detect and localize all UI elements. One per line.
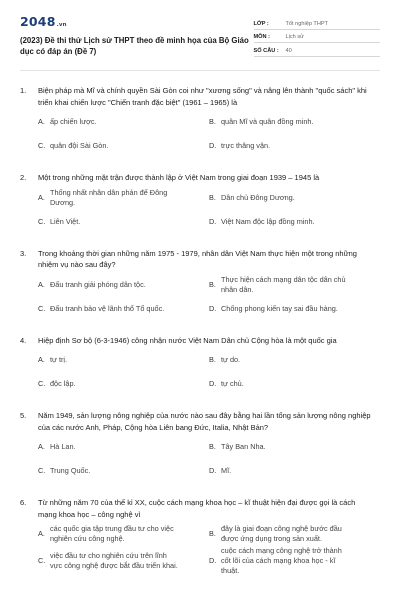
option-letter: C. (38, 216, 46, 226)
meta-label: SỐ CÂU : (253, 47, 279, 54)
option-d[interactable] (209, 546, 380, 576)
meta-value: Lịch sử (285, 34, 304, 40)
option-a[interactable] (38, 435, 209, 459)
option-a[interactable] (38, 273, 209, 297)
option-letter: B. (209, 279, 216, 289)
question-number: 1. (20, 86, 27, 95)
option-letter: B. (209, 529, 216, 538)
option-b[interactable] (209, 522, 380, 546)
question-text: Hiệp định Sơ bộ (6-3-1946) công nhận nước Việt Nam Dân chủ Cộng hòa là một quốc gia (38, 335, 337, 345)
option-letter: D. (209, 379, 217, 388)
option-b[interactable] (209, 348, 380, 372)
options (38, 348, 380, 396)
question-text: Từ những năm 70 của thế kỉ XX, cuộc cách mạng khoa học – kĩ thuật hiện đại được gọi là cách mạng khoa học – công nghệ vì (38, 498, 356, 519)
option-text: Thực hiện cách mạng dân tộc dân chủ nhân dân. (221, 274, 346, 294)
option-text: quân đội Sài Gòn. (50, 141, 109, 150)
option-b[interactable] (209, 435, 380, 459)
question-text: Biện pháp mà Mĩ và chính quyền Sài Gòn coi như "xương sống" và nâng lên thành "quốc sách" khi triển khai chiến lược "Chiến tranh đặc biệt" (1961 – 1965) là (38, 86, 367, 107)
option-c[interactable] (38, 210, 209, 234)
option-letter: C. (38, 303, 46, 313)
meta-row-class (254, 16, 380, 30)
option-letter: D. (209, 141, 217, 150)
option-d[interactable] (209, 297, 380, 321)
option-text: Liên Việt. (50, 216, 81, 226)
option-text: Việt Nam độc lập đồng minh. (221, 216, 315, 226)
option-letter: A. (38, 192, 45, 202)
question-6 (20, 497, 380, 576)
option-text: Trung Quốc. (50, 466, 91, 475)
logo-sub: .vn (56, 22, 67, 28)
option-text: trực thăng vận. (221, 141, 271, 150)
option-letter: C. (38, 466, 46, 475)
option-text: Tây Ban Nha. (221, 442, 266, 451)
question-text: Năm 1949, sản lượng nông nghiệp của nước nào sau đây bằng hai lần tổng sản lượng nông nghiệp của các nước Anh, Pháp, Cộng hòa Liên bang Đức, Italia, Nhật Bản? (38, 411, 371, 432)
meta-row-question-count (254, 43, 380, 57)
header-left (20, 14, 254, 57)
option-c[interactable] (38, 459, 209, 483)
header-divider (20, 70, 380, 71)
question-stem (20, 248, 380, 271)
option-a[interactable] (38, 110, 209, 134)
option-text: Mĩ. (221, 466, 232, 475)
option-a[interactable] (38, 186, 209, 210)
question-5 (20, 410, 380, 483)
option-text: độc lập. (50, 379, 76, 388)
option-letter: B. (209, 442, 216, 451)
question-stem (20, 172, 380, 184)
option-c[interactable] (38, 372, 209, 396)
option-text: việc đầu tư cho nghiên cứu trên lĩnh vực công nghệ được bắt đầu triển khai. (50, 551, 178, 570)
option-letter: C. (38, 379, 46, 388)
question-3 (20, 248, 380, 321)
question-4 (20, 335, 380, 397)
option-text: tự chủ. (221, 379, 244, 388)
option-text: Thống nhất nhân dân phản đế Đông Dương. (50, 187, 168, 207)
option-letter: D. (209, 303, 217, 313)
options (38, 110, 380, 158)
option-text: tự do. (221, 355, 241, 364)
option-d[interactable] (209, 459, 380, 483)
question-number: 3. (20, 248, 27, 258)
question-stem (20, 85, 380, 108)
option-text: đây là giai đoạn công nghệ bước đầu được ứng dụng trong sản xuất. (221, 524, 342, 543)
option-letter: D. (209, 556, 217, 565)
option-a[interactable] (38, 522, 209, 546)
option-d[interactable] (209, 134, 380, 158)
option-letter: C. (38, 556, 46, 565)
option-letter: A. (38, 529, 45, 538)
meta-label: LỚP : (253, 20, 269, 27)
question-text: Trong khoảng thời gian những năm 1975 - 1979, nhân dân Việt Nam thực hiện một trong những nhiệm vụ nào sau đây? (38, 248, 357, 269)
question-stem (20, 410, 380, 433)
question-stem (20, 497, 380, 520)
question-stem (20, 335, 380, 347)
option-text: ấp chiến lược. (50, 117, 97, 126)
question-number: 2. (20, 173, 27, 182)
option-c[interactable] (38, 546, 209, 576)
option-c[interactable] (38, 297, 209, 321)
option-a[interactable] (38, 348, 209, 372)
options (38, 186, 380, 234)
exam-title: (2023) Đề thi thử Lịch sử THPT theo đề minh họa của Bộ Giáo dục có đáp án (Đề 7) (20, 36, 249, 56)
options (38, 522, 380, 576)
meta-value: Tốt nghiệp THPT (285, 20, 329, 27)
meta-value: 40 (285, 47, 292, 54)
question-number: 4. (20, 335, 27, 345)
option-letter: B. (209, 355, 216, 364)
option-text: Đấu tranh giải phóng dân tộc. (50, 279, 146, 289)
option-letter: B. (209, 192, 216, 202)
option-letter: C. (38, 141, 46, 150)
option-text: tự trị. (50, 355, 68, 364)
meta-label: MÔN : (253, 34, 270, 40)
question-1 (20, 85, 380, 158)
option-b[interactable] (209, 186, 380, 210)
option-text: Hà Lan. (50, 442, 76, 451)
option-text: Chống phong kiến tay sai đầu hàng. (221, 303, 338, 313)
option-letter: A. (38, 442, 45, 451)
option-d[interactable] (209, 210, 380, 234)
option-b[interactable] (209, 273, 380, 297)
option-c[interactable] (38, 134, 209, 158)
option-text: Dân chủ Đông Dương. (221, 192, 295, 202)
option-text: cuộc cách mạng công nghệ trở thành cốt lõi của cách mạng khoa học - kĩ thuật. (221, 546, 342, 575)
question-number: 5. (20, 411, 27, 420)
option-letter: D. (209, 216, 217, 226)
option-b[interactable] (209, 110, 380, 134)
header (20, 14, 380, 57)
logo-main: 2048 (20, 14, 56, 29)
options (38, 435, 380, 483)
options (38, 273, 380, 321)
question-number: 6. (20, 498, 27, 507)
question-text: Một trong những mặt trận được thành lập ở Việt Nam trong giai đoạn 1939 – 1945 là (38, 173, 320, 182)
option-letter: A. (38, 355, 45, 364)
option-text: quân Mĩ và quân đồng minh. (221, 117, 314, 126)
site-logo[interactable] (20, 14, 254, 29)
option-letter: A. (38, 279, 45, 289)
option-text: các quốc gia tập trung đầu tư cho việc nghiên cứu công nghệ. (50, 524, 174, 543)
exam-meta (254, 16, 380, 57)
meta-row-subject (254, 30, 380, 44)
option-d[interactable] (209, 372, 380, 396)
option-letter: D. (209, 466, 217, 475)
question-2 (20, 172, 380, 234)
option-letter: B. (209, 117, 216, 126)
option-text: Đấu tranh bảo vệ lãnh thổ Tổ quốc. (50, 303, 165, 313)
option-letter: A. (38, 117, 45, 126)
